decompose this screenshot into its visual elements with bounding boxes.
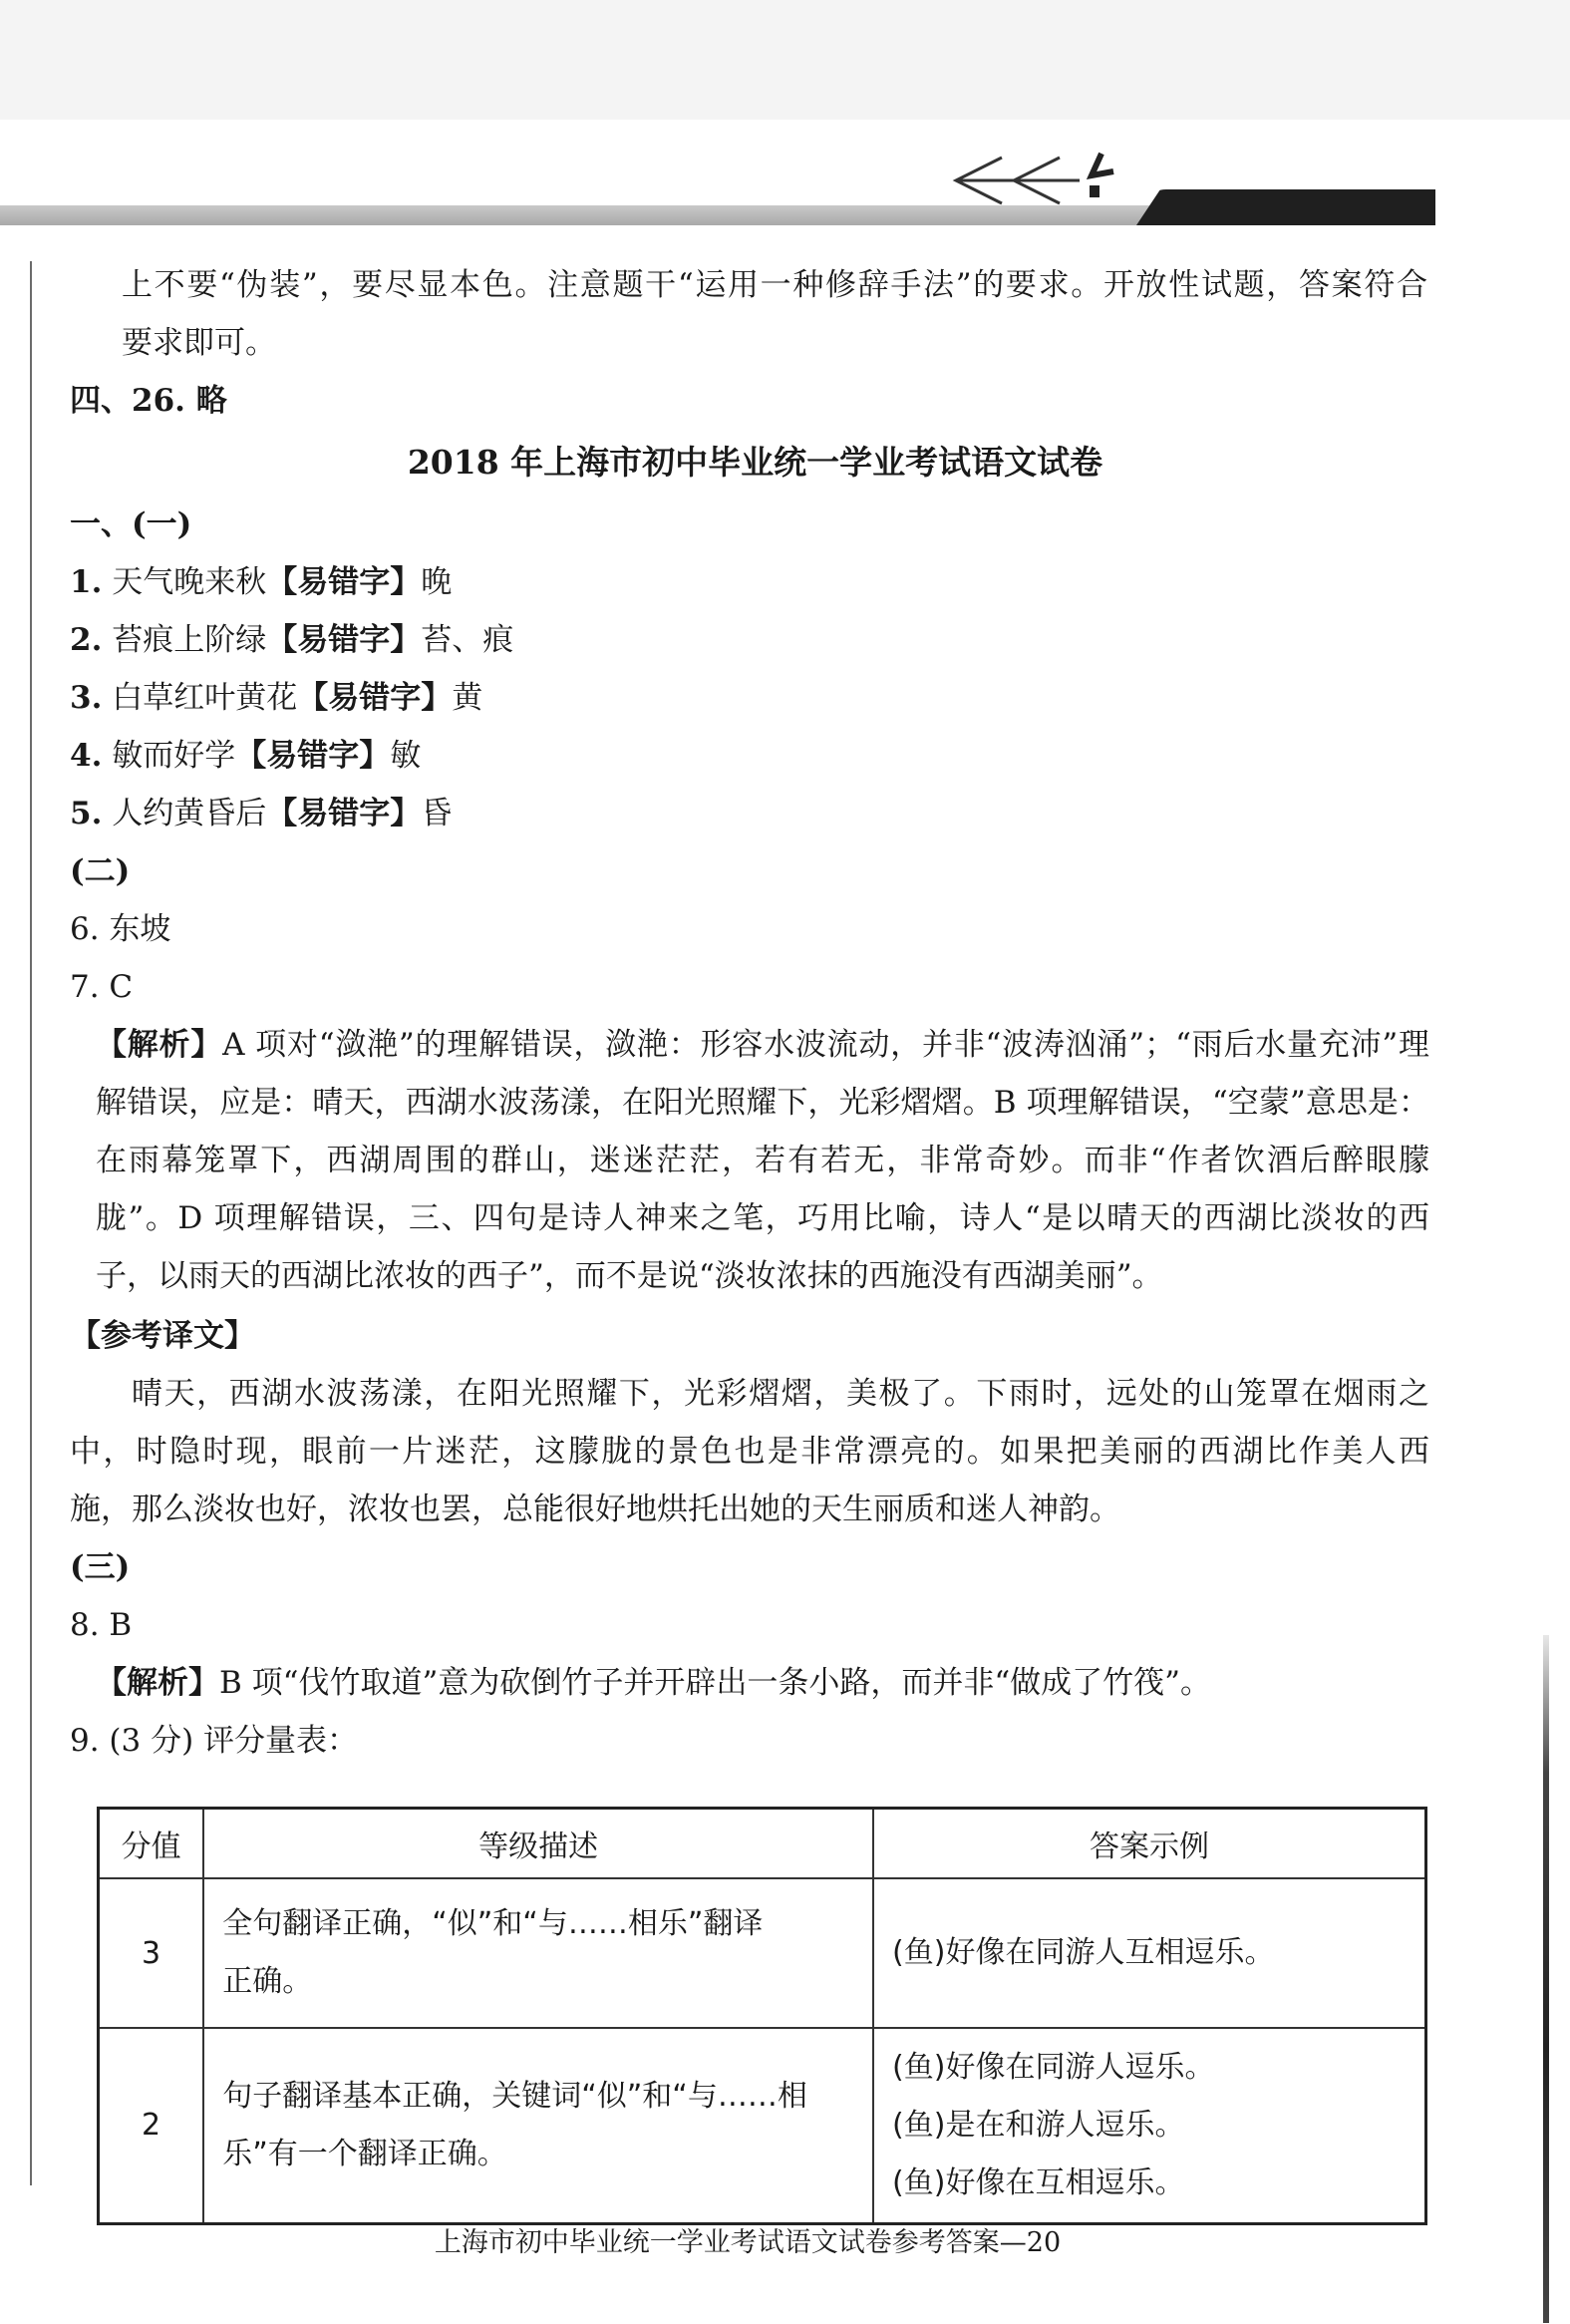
analysis-7-line-1: 【解析】A 项对“潋滟”的理解错误，潋滟：形容水波流动，并非“波涛汹涌”；“雨后水量充沛”理 [96,1027,1430,1063]
intro-line-2: 要求即可。 [122,325,276,361]
table-header-row [99,1809,1426,1879]
analysis-7-line-5: 子，以雨天的西湖比浓妆的西子”，而不是说“淡妆浓抹的西施没有西湖美丽”。 [96,1258,1163,1294]
row-description: 全句翻译正确，“似”和“与……相乐”翻译 正确。 [203,1878,873,2028]
translation-line-1: 晴天，西湖水波荡漾，在阳光照耀下，光彩熠熠，美极了。下雨时，远处的山笼罩在烟雨之 [132,1376,1429,1412]
answer-5: 5. 人约黄昏后【易错字】昏 [70,796,453,831]
top-margin [0,0,1570,120]
answer-4: 4. 敏而好学【易错字】敏 [70,738,422,774]
item-26: 四、26. 略 [70,383,227,419]
item-7: 7. C [70,969,134,1005]
row-examples: (鱼)好像在同游人逗乐。 (鱼)是在和游人逗乐。 (鱼)好像在互相逗乐。 [873,2028,1425,2223]
score-table [97,1807,1427,2225]
answer-2: 2. 苔痕上阶绿【易错字】苔、痕 [70,622,514,658]
row-examples: (鱼)好像在同游人互相逗乐。 [873,1878,1425,2028]
page-title: 2018 年上海市初中毕业统一学业考试语文试卷 [407,443,1103,482]
translation-line-2: 中，时隐时现，眼前一片迷茫，这朦胧的景色也是非常漂亮的。如果把美丽的西湖比作美人西 [70,1434,1429,1470]
analysis-7-line-3: 在雨幕笼罩下，西湖周围的群山，迷迷茫茫，若有若无，非常奇妙。而非“作者饮酒后醉眼朦 [96,1143,1429,1178]
row-description: 句子翻译基本正确，关键词“似”和“与……相 乐”有一个翻译正确。 [203,2028,873,2223]
row-score: 3 [99,1878,204,2028]
header-description: 等级描述 [203,1809,873,1879]
analysis-8: 【解析】B 项“伐竹取道”意为砍倒竹子并开辟出一条小路，而并非“做成了竹筏”。 [96,1665,1212,1701]
item-6: 6. 东坡 [70,911,171,947]
item-8: 8. B [70,1607,133,1643]
section-2-heading: (二) [70,853,131,889]
row-score: 2 [99,2028,204,2223]
analysis-7-line-4: 胧”。D 项理解错误，三、四句是诗人神来之笔，巧用比喻，诗人“是以晴天的西湖比淡妆的西 [96,1200,1429,1236]
header-decor-block [1136,189,1435,225]
item-9: 9. (3 分) 评分量表： [70,1723,359,1759]
header-score: 分值 [99,1809,204,1879]
left-margin-line [30,261,32,2185]
intro-line-1: 上不要“伪装”，要尽显本色。注意题干“运用一种修辞手法”的要求。开放性试题，答案符合 [122,267,1427,303]
table-row [99,1878,1426,2028]
table-row [99,2028,1426,2223]
answer-1: 1. 天气晚来秋【易错字】晚 [70,564,453,600]
header-examples: 答案示例 [873,1809,1425,1879]
back-arrows-icon [942,146,1141,215]
section-1-heading: 一、(一) [70,506,192,542]
section-3-heading: (三) [70,1549,131,1585]
page-footer: 上海市初中毕业统一学业考试语文试卷参考答案—20 [434,2227,1062,2258]
analysis-7-line-2: 解错误，应是：晴天，西湖水波荡漾，在阳光照耀下，光彩熠熠。B 项理解错误，“空蒙”意思是： [96,1085,1429,1121]
translation-heading: 【参考译文】 [70,1318,255,1354]
answer-3: 3. 白草红叶黄花【易错字】黄 [70,680,483,716]
translation-line-3: 施，那么淡妆也好，浓妆也罢，总能很好地烘托出她的天生丽质和迷人神韵。 [70,1492,1120,1527]
scan-edge [1543,1635,1549,2323]
